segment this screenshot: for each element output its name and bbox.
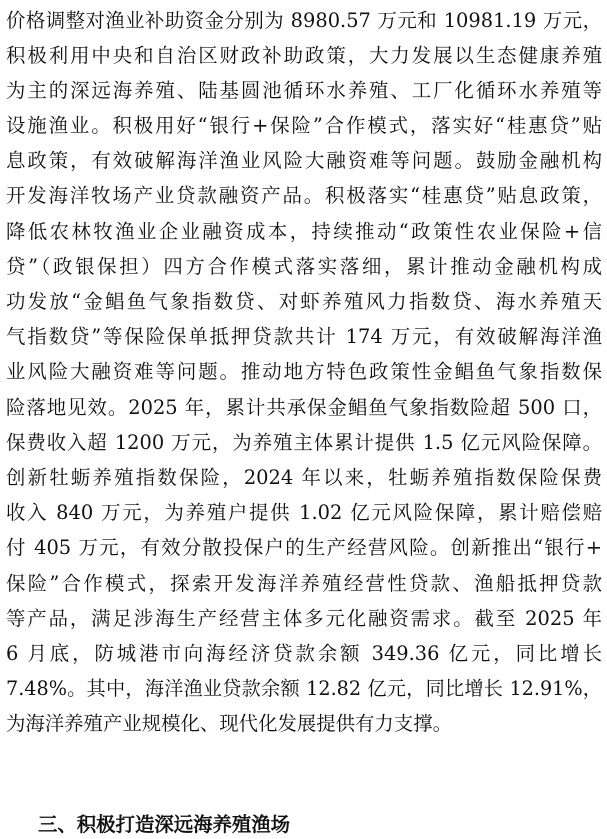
paragraph-line: 创新牡蛎养殖指数保险，2024 年以来，牡蛎养殖指数保险保费 — [6, 466, 602, 489]
paragraph-line: 险落地见效。2025 年，累计共承保金鲳鱼气象指数险超 500 口， — [6, 396, 602, 419]
paragraph-line: 积极利用中央和自治区财政补助政策，大力发展以生态健康养殖 — [6, 44, 602, 67]
paragraph-line: 保费收入超 1200 万元，为养殖主体累计提供 1.5 亿元风险保障。 — [6, 431, 602, 454]
paragraph-line: 设施渔业。积极用好“银行+保险”合作模式，落实好“桂惠贷”贴 — [6, 114, 602, 137]
paragraph-line: 7.48%。其中，海洋渔业贷款余额 12.82 亿元，同比增长 12.91%， — [6, 677, 602, 700]
paragraph-line: 息政策，有效破解海洋渔业风险大融资难等问题。鼓励金融机构 — [6, 149, 602, 172]
paragraph-last-line: 为海洋养殖产业规模化、现代化发展提供有力支撑。 — [6, 712, 452, 735]
section-heading: 三、积极打造深远海养殖渔场 — [38, 813, 291, 836]
paragraph-line: 开发海洋牧场产业贷款融资产品。积极落实“桂惠贷”贴息政策， — [6, 184, 602, 207]
paragraph-line: 降低农林牧渔业企业融资成本，持续推动“政策性农业保险+信 — [6, 220, 602, 243]
paragraph-line: 为主的深远海养殖、陆基圆池循环水养殖、工厂化循环水养殖等 — [6, 79, 602, 102]
paragraph-line: 功发放“金鲳鱼气象指数贷、对虾养殖风力指数贷、海水养殖天 — [6, 290, 602, 313]
paragraph-line: 价格调整对渔业补助资金分别为 8980.57 万元和 10981.19 万元， — [6, 9, 602, 32]
paragraph-line: 收入 840 万元，为养殖户提供 1.02 亿元风险保障，累计赔偿赔 — [6, 501, 602, 524]
paragraph-line: 等产品，满足涉海生产经营主体多元化融资需求。截至 2025 年 — [6, 607, 602, 630]
paragraph-line: 贷”（政银保担）四方合作模式落实落细，累计推动金融机构成 — [6, 255, 602, 278]
paragraph-line: 业风险大融资难等问题。推动地方特色政策性金鲳鱼气象指数保 — [6, 360, 602, 383]
paragraph-line: 6 月底，防城港市向海经济贷款余额 349.36 亿元，同比增长 — [6, 642, 602, 665]
paragraph-line: 保险”合作模式，探索开发海洋养殖经营性贷款、渔船抵押贷款 — [6, 572, 602, 595]
paragraph-line: 付 405 万元，有效分散投保户的生产经营风险。创新推出“银行+ — [6, 536, 602, 559]
paragraph-line: 气指数贷”等保险保单抵押贷款共计 174 万元，有效破解海洋渔 — [6, 325, 602, 348]
